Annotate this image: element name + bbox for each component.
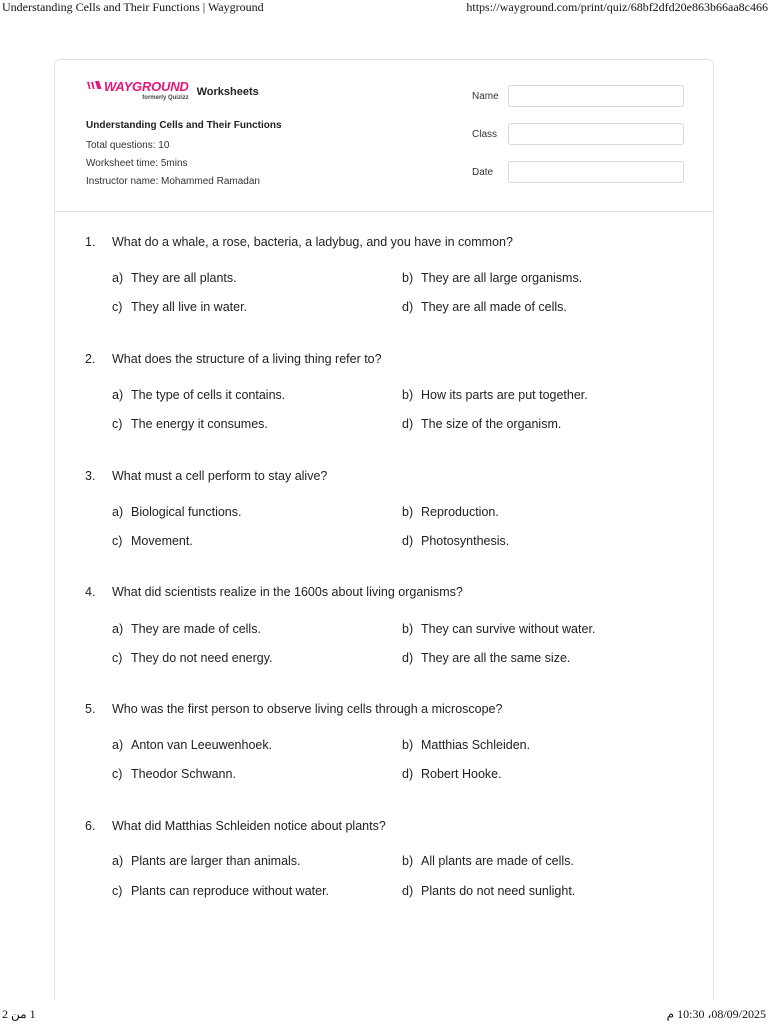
question-text: 2. What does the structure of a living thing refer to? — [85, 352, 382, 366]
worksheet-title: Understanding Cells and Their Functions — [86, 120, 282, 131]
name-field[interactable] — [508, 85, 684, 107]
option-c: c) They all live in water. — [112, 300, 248, 314]
question-text: 4. What did scientists realize in the 1600s about living organisms? — [85, 585, 463, 599]
worksheet-time: Worksheet time: 5mins — [86, 158, 188, 169]
question-text: 5. Who was the first person to observe living cells through a microscope? — [85, 702, 503, 716]
option-c: c) They do not need energy. — [112, 651, 273, 665]
question-text: 3. What must a cell perform to stay alive? — [85, 469, 328, 483]
logo-subtitle: formerly Quizizz — [142, 95, 189, 101]
option-a: a) The type of cells it contains. — [112, 388, 286, 402]
option-b: b) Matthias Schleiden. — [402, 738, 531, 752]
print-header — [0, 0, 768, 16]
question-text: 1. What do a whale, a rose, bacteria, a ladybug, and you have in common? — [85, 235, 513, 249]
print-page-number: 1 من 2 — [2, 1007, 36, 1021]
option-a: a) They are made of cells. — [112, 622, 261, 636]
brand-product: Worksheets — [196, 86, 259, 98]
wayground-mark-icon — [86, 80, 102, 94]
wayground-logo — [86, 80, 189, 102]
option-a: a) Biological functions. — [112, 505, 242, 519]
print-datetime: 08/09/2025، 10:30 م — [666, 1007, 766, 1021]
worksheet-sheet — [54, 59, 714, 999]
option-d: d) Robert Hooke. — [402, 767, 502, 781]
option-d: d) They are all made of cells. — [402, 300, 567, 314]
option-a: a) Plants are larger than animals. — [112, 854, 301, 868]
print-page-url[interactable]: https://wayground.com/print/quiz/68bf2dfd20e863b66aa8c466 — [466, 0, 768, 14]
date-field[interactable] — [508, 161, 684, 183]
option-a: a) They are all plants. — [112, 271, 237, 285]
option-b: b) They are all large organisms. — [402, 271, 583, 285]
option-c: c) Theodor Schwann. — [112, 767, 236, 781]
question-text: 6. What did Matthias Schleiden notice about plants? — [85, 819, 386, 833]
name-label: Name — [472, 91, 499, 102]
option-d: d) Plants do not need sunlight. — [402, 884, 576, 898]
class-field[interactable] — [508, 123, 684, 145]
option-d: d) Photosynthesis. — [402, 534, 510, 548]
option-b: b) They can survive without water. — [402, 622, 596, 636]
class-label: Class — [472, 129, 498, 140]
brand — [86, 80, 259, 102]
option-a: a) Anton van Leeuwenhoek. — [112, 738, 273, 752]
date-label: Date — [472, 167, 494, 178]
option-b: b) Reproduction. — [402, 505, 499, 519]
option-d: d) They are all the same size. — [402, 651, 571, 665]
option-b: b) All plants are made of cells. — [402, 854, 574, 868]
option-d: d) The size of the organism. — [402, 417, 562, 431]
print-page-title: Understanding Cells and Their Functions | Wayground — [2, 0, 264, 14]
option-c: c) The energy it consumes. — [112, 417, 268, 431]
total-questions: Total questions: 10 — [86, 140, 170, 151]
worksheet-header — [55, 60, 713, 212]
option-c: c) Movement. — [112, 534, 193, 548]
option-c: c) Plants can reproduce without water. — [112, 884, 330, 898]
print-footer — [0, 1008, 768, 1024]
option-b: b) How its parts are put together. — [402, 388, 588, 402]
instructor-name: Instructor name: Mohammed Ramadan — [86, 176, 260, 187]
logo-text: WAYGROUND — [104, 79, 189, 94]
